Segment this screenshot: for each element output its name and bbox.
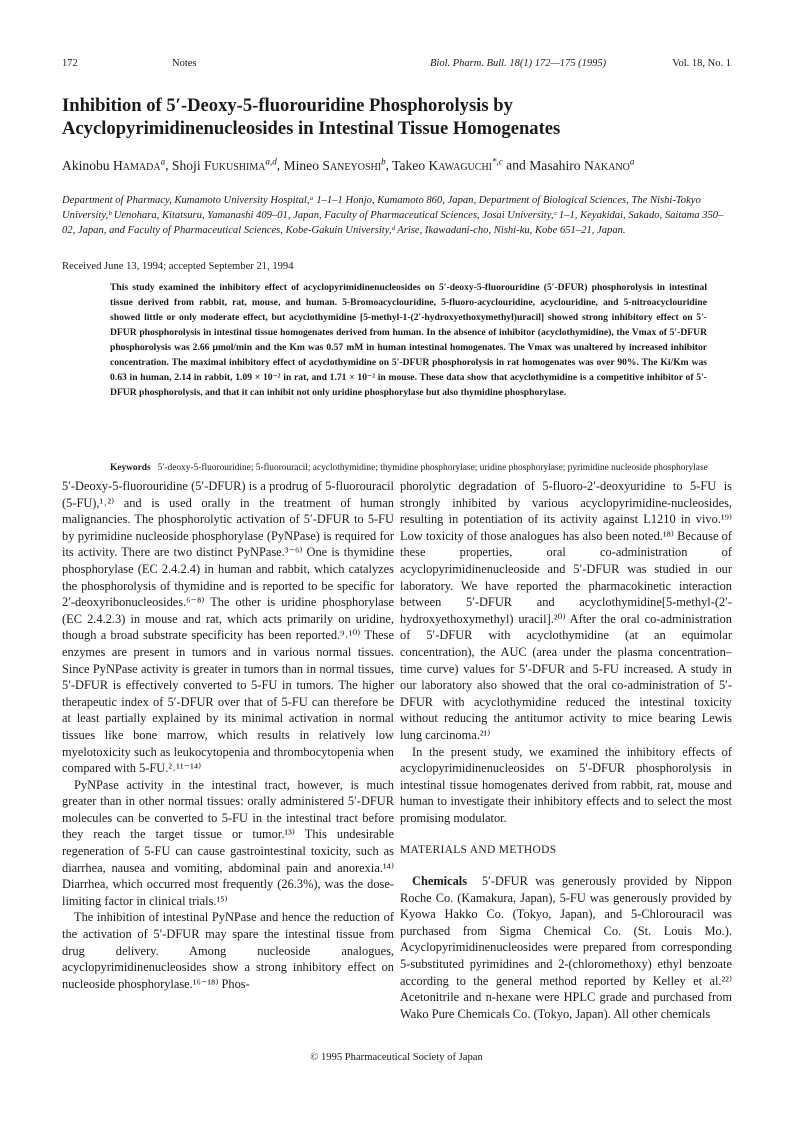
volume-label: Vol. 18, No. 1 [672, 58, 731, 69]
left-column [62, 478, 394, 992]
section-label: Notes [172, 58, 197, 69]
article-title: Inhibition of 5′-Deoxy-5-fluorouridine Phosphorolysis by Acyclopyrimidinenucleosides in Intestinal Tissue Homogenates [62, 95, 561, 139]
chemicals-label: Chemicals [412, 874, 468, 889]
chemicals-paragraph [400, 873, 732, 1022]
author-given-name: Mineo [283, 157, 323, 173]
author-given-name: Akinobu [62, 157, 113, 173]
keywords [110, 462, 710, 476]
abstract: This study examined the inhibitory effect of acyclopyrimidinenucleosides on 5′-deoxy-5-fluorouridine (5′-DFUR) phosphorolysis in intestinal tissue derived from rabbit, rat, mouse, and human. 5-Bromoacyclouridine, 5-fluoro-acyclouridine, acyclouridine, and 5-nitroacyclouridine showed little or only moderate effect, but acyclothymidine [5-methyl-1-(2′-hydroxyethoxymethyl)uracil] showed strong inhibitory effect on 5′-DFUR phosphorolysis in intestinal tissue homogenates derived from human. In the absence of inhibitor (acyclothymidine), the Vmax of 5′-DFUR phosphorolysis was 2.66 μmol/min and the Km was 0.57 mM in human intestinal homogenates. The Vmax was unaltered by increased inhibitor concentration. The maximal inhibitory effect of acyclothymidine on 5′-DFUR phosphorolysis in rat homogenates was over 90%. The Ki/Km was 0.63 in human, 2.14 in rabbit, 1.09 × 10⁻² in rat, and 1.71 × 10⁻² in mouse. These data show that acyclothymidine is a competitive inhibitor of 5′-DFUR phosphorolysis, and that it can inhibit not only uridine phosphorylase but also thymidine phosphorylase. [110, 282, 707, 398]
author-family-name: Fukushima [204, 157, 266, 173]
received-dates: Received June 13, 1994; accepted September 21, 1994 [62, 261, 294, 272]
author-superscript: a [629, 156, 635, 166]
author-superscript: a,d [265, 156, 277, 166]
intro-paragraph-2: PyNPase activity in the intestinal tract, however, is much greater than in other normal tissues: orally administered 5′-DFUR molecules can be converted to 5-FU in the intestinal tract before they reach the target tissue or tumor.¹³⁾ This undesirable regeneration of 5-FU can cause gastrointestinal toxicity, such as diarrhea, nausea and vomiting, abdominal pain and anorexia.¹⁴⁾ Diarrhea, which occurred most frequently (26.3%), was the dose-limiting factor in clinical trials.¹⁵⁾ [62, 777, 394, 908]
author-superscript: *,c [492, 156, 503, 166]
author-name [62, 158, 165, 173]
right-column [400, 478, 732, 1022]
author-given-name: Masahiro [529, 157, 584, 173]
intro-paragraph-1: 5′-Deoxy-5-fluorouridine (5′-DFUR) is a prodrug of 5-fluorouracil (5-FU),¹˒²⁾ and is used orally in the treatment of human malignancies. The phosphorolytic activation of 5′-DFUR to 5-FU by pyrimidine nucleoside phosphorylase (PyNPase) is required for its activity. There are two distinct PyNPase.³⁻⁶⁾ One is thymidine phosphorylase (EC 2.4.2.4) in human and rabbit, which catalyzes the phosphorolysis of thymidine and is reported to be specific for 2′-deoxyribonucleosides.⁶⁻⁸⁾ The other is uridine phosphorylase (EC 2.4.2.3) in mouse and rat, which acts primarily on uridine, though a broad substrate specificity has been reported.⁹˒¹⁰⁾ These enzymes are present in tumors and in various normal tissues. Since PyNPase activity is greater in tumors than in normal tissues, 5′-DFUR is effectively converted to 5-FU in tumors. The higher therapeutic index of 5′-DFUR over that of 5-FU can therefore be at least partially explained by its minimal activation in normal tissues like bone marrow, which results in relatively low myelotoxicity such as leukocytopenia and thrombocytopenia when compared with 5-FU.²˒¹¹⁻¹⁴⁾ [62, 479, 394, 776]
author-given-name: Takeo [392, 157, 429, 173]
intro-paragraph-3: The inhibition of intestinal PyNPase and hence the reduction of the activation of 5′-DFUR may spare the intestinal tissue from drug delivery. Among nucleoside analogues, acyclopyrimidinenucleosides show a strong inhibitory effect on nucleoside phosphorylase.¹⁶⁻¹⁸⁾ Phos- [62, 910, 394, 991]
chemicals-text: 5′-DFUR was generously provided by Nippon Roche Co. (Kamakura, Japan), 5-FU was generously provided by Kyowa Hakko Co. (Tokyo, Japan), and 5-Chlorouracil was purchased from Sigma Chemical Co. (St. Louis Mo.). Acyclopyrimidinenucleosides were prepared from corresponding 5-substituted pyrimidines and 2-(chloromethoxy) ethyl benzoate according to the general method reported by Kelley et al.²²⁾ Acetonitrile and n-hexane were HPLC grade and purchased from Wako Pure Chemicals Co. (Tokyo, Japan). All other chemicals [400, 874, 732, 1021]
affiliations: Department of Pharmacy, Kumamoto University Hospital,ᵃ 1–1–1 Honjo, Kumamoto 860, Japan, Department of Biological Sciences, The Nishi-Tokyo University,ᵇ Uenohara, Kitatsuru, Yamanashi 409–01, Japan, Faculty of Pharmaceutical Sciences, Josai University,ᶜ 1–1, Keyakidai, Sakado, Saitama 350–02, Japan, and Faculty of Pharmaceutical Sciences, Kobe-Gakuin University,ᵈ Arise, Ikawadani-cho, Nishi-ku, Kobe 651–21, Japan. [62, 195, 724, 236]
author-family-name: Saneyoshi [322, 157, 382, 173]
page-number: 172 [62, 58, 78, 69]
intro-paragraph-4: phorolytic degradation of 5-fluoro-2′-deoxyuridine to 5-FU is strongly inhibited by various acyclopyrimidine-nucleosides, resulting in potentiation of its activity against L1210 in vivo.¹⁹⁾ Low toxicity of those analogues has also been noted.¹⁸⁾ Because of these properties, oral co-administration of acyclopyrimidinenucleoside and 5′-DFUR was studied in our laboratory. We have reported the pharmacokinetic interaction between 5′-DFUR and acyclothymidine[5-methyl-(2′-hydroxyethoxymethyl) uracil].²⁰⁾ After the oral co-administration of 5′-DFUR with acyclothymidine (at an equimolar concentration), the AUC (area under the plasma concentration–time curve) values for 5′-DFUR and 5-FU increased. A study in our laboratory also showed that the oral co-administration of 5′-DFUR with acyclothymidine reduced the intestinal toxicity without reducing the antitumor activity to mice bearing Lewis lung carcinoma.²¹⁾ [400, 479, 732, 742]
author-name [172, 158, 277, 173]
author-given-name: Shoji [171, 157, 204, 173]
author-superscript: b [381, 156, 386, 166]
author-list: Akinobu Hamada$^a$, Shoji Fukushima$^{a,d}$, Mineo Saneyoshi$^b$, Takeo Kawaguchi$^{*,c}$ and Masahiro Nakano$^a$ [62, 156, 635, 173]
journal-citation: Biol. Pharm. Bull. 18(1) 172—175 (1995) [430, 58, 607, 69]
copyright-footer: © 1995 Pharmaceutical Society of Japan [310, 1052, 483, 1063]
keywords-label: Keywords [110, 463, 151, 473]
author-name [392, 158, 503, 173]
keywords-text: 5′-deoxy-5-fluorouridine; 5-fluorouracil; acyclothymidine; thymidine phosphorylase; uridine phosphorylase; pyrimidine nucleoside phosphorylase [157, 463, 708, 473]
author-family-name: Nakano [583, 157, 630, 173]
author-name [284, 158, 386, 173]
section-heading: MATERIALS AND METHODS [400, 844, 557, 857]
author-name [529, 158, 634, 173]
author-superscript: a [160, 156, 166, 166]
author-family-name: Kawaguchi [428, 157, 493, 173]
author-family-name: Hamada [112, 157, 161, 173]
intro-paragraph-5: In the present study, we examined the inhibitory effects of acyclopyrimidinenucleosides on 5′-DFUR phosphorolysis in intestinal tissue homogenates derived from rabbit, rat, mouse and human to investigate their inhibitory effects and to select the most promising modulator. [400, 744, 732, 825]
